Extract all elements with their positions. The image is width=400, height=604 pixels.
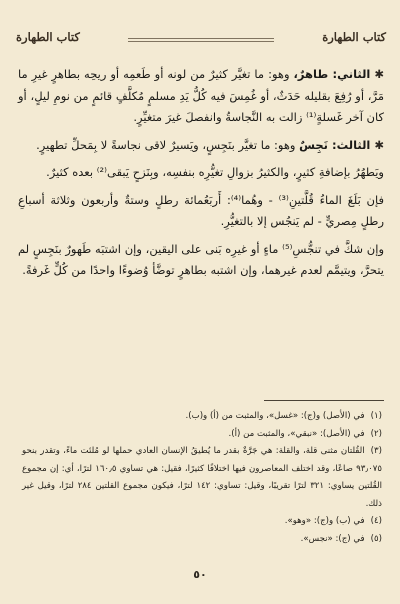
paragraph-two-qullas: [18, 190, 384, 233]
footnote-1: [22, 408, 382, 426]
running-title-left: كتاب الطهارة: [16, 30, 80, 44]
footnote-number: (٥): [370, 533, 382, 544]
paragraph-body: ويَطهُرُ بإضافةِ كثيرٍ، والكثيرُ بزوالِ تغيُّرِه بنفسِه، وبِنَزحٍ يَبقى⁽²⁾ بعده كثيرٌ.: [46, 165, 384, 179]
header-ornament: [128, 39, 274, 42]
footnote-3: [22, 443, 382, 513]
paragraph-body: وإن شكَّ في تنجُّسِ⁽⁵⁾ ماءٍ أو غيرِه بَنى على اليقين، وإن اشتبَه طَهورٌ بنَجِسٍ لم يتحرَّ، ويتيمَّم لعدم غيرهما، وإن اشتبه بطاهرٍ توضَّأ وُضوءًا واحدًا من كُلٍّ غَرفةً.: [18, 241, 384, 277]
footnote-number: (٤): [370, 516, 382, 526]
paragraph-body: وهو: ما تغيَّر كثيرٌ من لونه أو طَعمِه أو ريحِه بطاهرٍ غيرِ ما مَرَّ، أو رُفِعَ بقليله حَدَثٌ، أو غُمِسَ فيه كُلُّ يَدِ مسلمٍ مُكلَّفٍ قائمٍ من نومِ ليلٍ، أو كان آخر غَسلةٍ⁽¹⁾ زالت به النَّجاسةُ وانفصلَ غيرَ متغيِّرٍ.: [18, 67, 384, 124]
footnote-number: (٣): [370, 446, 382, 456]
page-header: [16, 30, 386, 52]
footnote-text: في (الأصل) و(ج): «غسل»، والمثبت من (أ) و(ب).: [185, 411, 365, 421]
paragraph-body: فإن بَلَغَ الماءُ قُلَّتينِ⁽³⁾ - وهُما⁽⁴⁾: أَربَعُمائة رطلٍ وستةٌ وأربعون وثلاثة أسباعِ رطلٍ مِصريٍّ - لم يَنجُس إلا بالتغيُّرِ.: [18, 192, 384, 228]
footnote-text: القُلتان مثنى قلة، والقلة: هي جَرَّةٌ بقدر ما يُطيقُ الإنسان العادي حملها لو مُلئت ماءً، وتقدر بنحو ٩٣٫٠٧٥ صاعًا، وقد اختلف المعاصرون فيها اختلافًا كثيرًا، فقيل: هي تساوي ١٦٠٫٥ لترًا، أي: إن مجموع القُلتين يساوي: ٣٢١ لترًا تقريبًا، وقيل: تساوي: ١٤٢ لترًا، فيكون مجموع القلتين ٢٨٤ لترًا، وقيل غير ذلك.: [22, 446, 383, 509]
footnote-5: [22, 531, 382, 549]
footnote-text: في (الأصل): «نبقي»، والمثبت من (أ).: [228, 428, 365, 439]
footnote-2: [22, 426, 382, 444]
paragraph-lead: الثالث: نَجِسٌ: [299, 137, 371, 152]
footnote-number: (٢): [370, 428, 382, 439]
running-title-right: كتاب الطهارة: [322, 30, 386, 44]
footnote-number: (١): [370, 411, 382, 421]
paragraph-doubt: [18, 239, 384, 282]
footnote-4: [22, 513, 382, 531]
page-number: ٥٠: [193, 568, 207, 581]
star-bullet-icon: ✱: [374, 67, 384, 81]
paragraph-second-type: [18, 64, 384, 129]
paragraph-third-type: [18, 135, 384, 157]
footnote-text: في (ب) و(ج): «وهو».: [284, 516, 365, 526]
paragraph-lead: الثاني: طاهرٌ،: [293, 67, 371, 81]
footnote-text: في (ج): «نجس».: [300, 533, 365, 544]
footnotes: [22, 408, 382, 548]
star-bullet-icon: ✱: [374, 137, 384, 152]
paragraph-purification: [18, 162, 384, 184]
footnote-divider: [264, 400, 384, 401]
main-text: [18, 64, 384, 284]
paragraph-body: وهو: ما تغيَّر بنَجِسٍ، ويَسيرٌ لاقى نجاسةً لا بِمَحلِّ تطهيرٍ.: [36, 137, 300, 152]
ornament-line-icon: [128, 36, 274, 44]
